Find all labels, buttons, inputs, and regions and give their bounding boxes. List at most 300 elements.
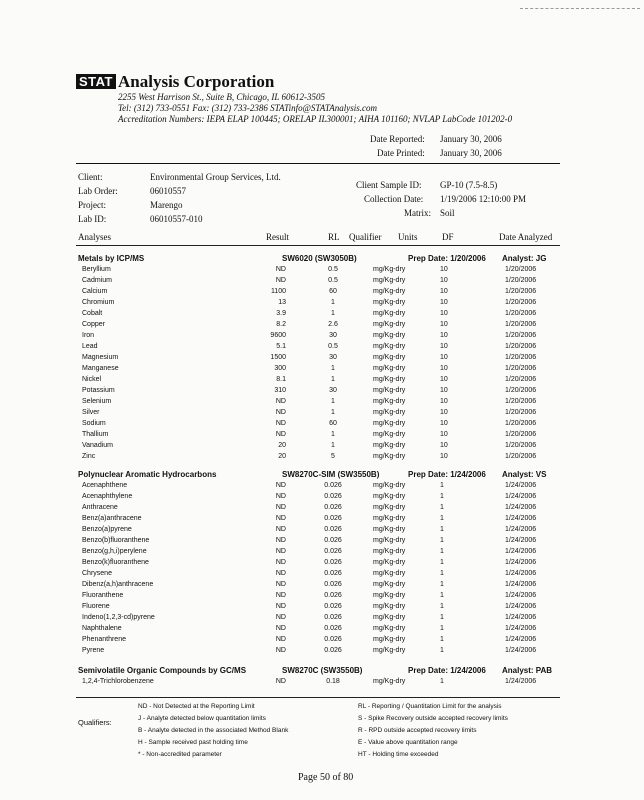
date-reported-label: Date Reported: (370, 134, 425, 144)
units: mg/Kg-dry (373, 321, 406, 328)
analyte-name: Chromium (82, 299, 115, 306)
result-value: ND (275, 515, 286, 522)
analyte-name: Benz(a)anthracene (82, 515, 142, 522)
date-analyzed: 1/24/2006 (505, 559, 537, 566)
units: mg/Kg-dry (373, 493, 406, 500)
date-analyzed: 1/20/2006 (505, 288, 537, 295)
reporting-limit: 1 (331, 431, 335, 438)
date-analyzed: 1/20/2006 (505, 442, 537, 449)
section-title: Polynuclear Aromatic Hydrocarbons (78, 470, 217, 479)
analyte-name: Acenaphthylene (82, 493, 133, 500)
analyte-name: Dibenz(a,h)anthracene (82, 581, 154, 588)
analyte-name: Anthracene (82, 504, 118, 511)
date-analyzed: 1/20/2006 (505, 365, 537, 372)
company-logo: STAT (76, 74, 116, 89)
date-analyzed: 1/24/2006 (505, 581, 537, 588)
section-title: Semivolatile Organic Compounds by GC/MS (78, 666, 247, 675)
dilution-factor: 10 (440, 299, 448, 306)
section-header-row (0, 666, 644, 677)
table-row (0, 647, 644, 658)
table-row (0, 332, 644, 343)
reporting-limit: 0.026 (324, 570, 342, 577)
date-analyzed: 1/24/2006 (505, 548, 537, 555)
analyte-name: Manganese (82, 365, 119, 372)
result-value: ND (275, 482, 286, 489)
reporting-limit: 0.026 (324, 504, 342, 511)
table-row (0, 321, 644, 332)
result-value: ND (275, 526, 286, 533)
date-analyzed: 1/24/2006 (505, 515, 537, 522)
table-row (0, 570, 644, 581)
company-address: 2255 West Harrison St., Suite B, Chicago, IL 60612-3505 (118, 92, 326, 102)
col-qualifier: Qualifier (349, 232, 382, 242)
section-prep-date: Prep Date: 1/24/2006 (408, 470, 486, 479)
dilution-factor: 1 (440, 625, 444, 632)
date-analyzed: 1/20/2006 (505, 343, 537, 350)
units: mg/Kg-dry (373, 592, 406, 599)
result-value: 13 (278, 299, 286, 306)
reporting-limit: 0.026 (324, 603, 342, 610)
result-value: ND (275, 559, 286, 566)
date-analyzed: 1/24/2006 (505, 504, 537, 511)
analyte-name: Cadmium (82, 277, 112, 284)
dilution-factor: 1 (440, 570, 444, 577)
result-value: ND (275, 409, 286, 416)
reporting-limit: 0.026 (324, 625, 342, 632)
analyte-name: Pyrene (82, 647, 105, 654)
qualifier-definition: E - Value above quantitation range (358, 739, 458, 746)
table-row (0, 365, 644, 376)
dilution-factor: 10 (440, 277, 448, 284)
table-row (0, 299, 644, 310)
analyte-name: Thallium (82, 431, 109, 438)
result-value: 310 (274, 387, 286, 394)
result-value: ND (275, 266, 286, 273)
lab-order-label: Lab Order: (78, 186, 118, 196)
date-printed-value: January 30, 2006 (440, 148, 502, 158)
units: mg/Kg-dry (373, 515, 406, 522)
date-reported-value: January 30, 2006 (440, 134, 502, 144)
analyte-name: Indeno(1,2,3-cd)pyrene (82, 614, 155, 621)
dilution-factor: 1 (440, 526, 444, 533)
analyte-name: Phenanthrene (82, 636, 126, 643)
units: mg/Kg-dry (373, 636, 406, 643)
dilution-factor: 10 (440, 431, 448, 438)
qualifier-definition: HT - Holding time exceeded (358, 751, 439, 758)
table-row (0, 288, 644, 299)
table-row (0, 678, 644, 689)
result-value: 5.1 (276, 343, 286, 350)
date-analyzed: 1/20/2006 (505, 332, 537, 339)
accreditation-numbers: Accreditation Numbers: IEPA ELAP 100445; ORELAP IL300001; AIHA 101160; NVLAP LabCode 101202-0 (118, 114, 513, 124)
reporting-limit: 1 (331, 398, 335, 405)
table-row (0, 625, 644, 636)
analyte-name: Magnesium (82, 354, 119, 361)
reporting-limit: 0.026 (324, 647, 342, 654)
date-analyzed: 1/24/2006 (505, 526, 537, 533)
result-value: ND (275, 504, 286, 511)
analyte-name: Lead (82, 343, 98, 350)
qualifier-definition: J - Analyte detected below quantitation limits (138, 715, 266, 722)
reporting-limit: 0.026 (324, 559, 342, 566)
analyte-name: Fluoranthene (82, 592, 124, 599)
section-method: SW8270C-SIM (SW3550B) (282, 470, 380, 479)
qualifier-definition: S - Spike Recovery outside accepted recovery limits (358, 715, 508, 722)
analyte-name: Beryllium (82, 266, 111, 273)
date-analyzed: 1/20/2006 (505, 299, 537, 306)
dilution-factor: 1 (440, 614, 444, 621)
project-label: Project: (78, 200, 106, 210)
units: mg/Kg-dry (373, 387, 406, 394)
dilution-factor: 1 (440, 559, 444, 566)
dilution-factor: 1 (440, 515, 444, 522)
result-value: ND (275, 548, 286, 555)
section-title: Metals by ICP/MS (78, 254, 145, 263)
result-value: ND (275, 592, 286, 599)
units: mg/Kg-dry (373, 332, 406, 339)
units: mg/Kg-dry (373, 310, 406, 317)
dilution-factor: 10 (440, 409, 448, 416)
units: mg/Kg-dry (373, 266, 406, 273)
page-number: Page 50 of 80 (298, 772, 354, 783)
client-label: Client: (78, 172, 103, 182)
units: mg/Kg-dry (373, 299, 406, 306)
dilution-factor: 10 (440, 310, 448, 317)
company-name: Analysis Corporation (118, 72, 275, 91)
table-row (0, 504, 644, 515)
reporting-limit: 0.026 (324, 482, 342, 489)
qualifier-definition: ND - Not Detected at the Reporting Limit (138, 703, 255, 710)
reporting-limit: 0.5 (328, 266, 338, 273)
units: mg/Kg-dry (373, 420, 406, 427)
dilution-factor: 1 (440, 504, 444, 511)
table-row (0, 592, 644, 603)
result-value: 300 (274, 365, 286, 372)
qualifiers-label: Qualifiers: (78, 718, 112, 727)
date-analyzed: 1/20/2006 (505, 431, 537, 438)
units: mg/Kg-dry (373, 647, 406, 654)
dilution-factor: 1 (440, 592, 444, 599)
table-row (0, 603, 644, 614)
reporting-limit: 1 (331, 442, 335, 449)
date-analyzed: 1/24/2006 (505, 625, 537, 632)
table-row (0, 526, 644, 537)
section-analyst: Analyst: PAB (502, 666, 553, 675)
qualifier-definition: B - Analyte detected in the associated Method Blank (138, 727, 289, 734)
result-value: ND (275, 636, 286, 643)
dilution-factor: 1 (440, 636, 444, 643)
dilution-factor: 1 (440, 678, 444, 685)
dilution-factor: 1 (440, 482, 444, 489)
units: mg/Kg-dry (373, 581, 406, 588)
table-row (0, 409, 644, 420)
result-value: 1500 (270, 354, 286, 361)
reporting-limit: 30 (329, 387, 337, 394)
client-sample-id-label: Client Sample ID: (356, 180, 422, 190)
analyte-name: Zinc (82, 453, 96, 460)
project-value: Marengo (150, 200, 183, 210)
result-value: ND (275, 678, 286, 685)
table-row (0, 453, 644, 464)
table-row (0, 636, 644, 647)
analyte-name: Benzo(k)fluoranthene (82, 559, 149, 566)
section-method: SW6020 (SW3050B) (282, 254, 357, 263)
table-row (0, 277, 644, 288)
result-value: ND (275, 277, 286, 284)
units: mg/Kg-dry (373, 343, 406, 350)
units: mg/Kg-dry (373, 442, 406, 449)
reporting-limit: 0.5 (328, 277, 338, 284)
section-header-row (0, 470, 644, 481)
reporting-limit: 0.026 (324, 526, 342, 533)
matrix-value: Soil (440, 208, 455, 218)
section-analyst: Analyst: JG (502, 254, 547, 263)
date-analyzed: 1/24/2006 (505, 678, 537, 685)
result-value: ND (275, 398, 286, 405)
table-row (0, 537, 644, 548)
dilution-factor: 10 (440, 321, 448, 328)
divider-top (76, 163, 560, 164)
date-analyzed: 1/24/2006 (505, 614, 537, 621)
table-row (0, 354, 644, 365)
date-analyzed: 1/20/2006 (505, 310, 537, 317)
reporting-limit: 0.026 (324, 548, 342, 555)
analyte-name: Chrysene (82, 570, 112, 577)
units: mg/Kg-dry (373, 365, 406, 372)
analyte-name: Benzo(a)pyrene (82, 526, 132, 533)
analyte-name: Acenaphthene (82, 482, 128, 489)
result-value: ND (275, 614, 286, 621)
table-row (0, 614, 644, 625)
date-analyzed: 1/20/2006 (505, 409, 537, 416)
dilution-factor: 10 (440, 398, 448, 405)
dilution-factor: 10 (440, 453, 448, 460)
divider-header (76, 245, 560, 246)
collection-date-label: Collection Date: (364, 194, 424, 204)
table-row (0, 548, 644, 559)
dilution-factor: 1 (440, 603, 444, 610)
dilution-factor: 10 (440, 354, 448, 361)
section-analyst: Analyst: VS (502, 470, 547, 479)
dilution-factor: 1 (440, 537, 444, 544)
reporting-limit: 0.026 (324, 614, 342, 621)
qualifier-definition: R - RPD outside accepted recovery limits (358, 727, 477, 734)
units: mg/Kg-dry (373, 603, 406, 610)
dilution-factor: 1 (440, 548, 444, 555)
units: mg/Kg-dry (373, 288, 406, 295)
units: mg/Kg-dry (373, 398, 406, 405)
col-df: DF (442, 232, 454, 242)
qualifier-definition: * - Non-accredited parameter (138, 751, 222, 758)
table-row (0, 515, 644, 526)
units: mg/Kg-dry (373, 537, 406, 544)
result-value: ND (275, 537, 286, 544)
reporting-limit: 0.026 (324, 515, 342, 522)
units: mg/Kg-dry (373, 453, 406, 460)
dilution-factor: 10 (440, 420, 448, 427)
date-analyzed: 1/24/2006 (505, 537, 537, 544)
dilution-factor: 10 (440, 343, 448, 350)
result-value: 20 (278, 442, 286, 449)
date-analyzed: 1/24/2006 (505, 570, 537, 577)
reporting-limit: 1 (331, 365, 335, 372)
dilution-factor: 1 (440, 493, 444, 500)
units: mg/Kg-dry (373, 482, 406, 489)
reporting-limit: 5 (331, 453, 335, 460)
table-row (0, 559, 644, 570)
analyte-name: Copper (82, 321, 105, 328)
reporting-limit: 30 (329, 332, 337, 339)
analyte-name: Vanadium (82, 442, 114, 449)
dilution-factor: 10 (440, 288, 448, 295)
col-analyses: Analyses (78, 232, 111, 242)
result-value: ND (275, 570, 286, 577)
units: mg/Kg-dry (373, 614, 406, 621)
reporting-limit: 60 (329, 420, 337, 427)
units: mg/Kg-dry (373, 504, 406, 511)
section-header-row (0, 254, 644, 265)
lab-order-value: 06010557 (150, 186, 186, 196)
units: mg/Kg-dry (373, 409, 406, 416)
date-analyzed: 1/24/2006 (505, 592, 537, 599)
table-row (0, 431, 644, 442)
company-contact: Tel: (312) 733-0551 Fax: (312) 733-2386 STATinfo@STATAnalysis.com (118, 103, 378, 113)
table-row (0, 343, 644, 354)
reporting-limit: 1 (331, 299, 335, 306)
date-analyzed: 1/20/2006 (505, 453, 537, 460)
reporting-limit: 60 (329, 288, 337, 295)
result-value: 8.2 (276, 321, 286, 328)
lab-id-label: Lab ID: (78, 214, 107, 224)
date-analyzed: 1/24/2006 (505, 647, 537, 654)
date-analyzed: 1/20/2006 (505, 387, 537, 394)
analyte-name: Benzo(b)fluoranthene (82, 537, 150, 544)
reporting-limit: 0.026 (324, 537, 342, 544)
date-analyzed: 1/20/2006 (505, 420, 537, 427)
qualifier-definition: H - Sample received past holding time (138, 739, 248, 746)
table-row (0, 493, 644, 504)
table-row (0, 420, 644, 431)
date-printed-label: Date Printed: (377, 148, 425, 158)
date-analyzed: 1/20/2006 (505, 398, 537, 405)
lab-id-value: 06010557-010 (150, 214, 203, 224)
section-prep-date: Prep Date: 1/24/2006 (408, 666, 486, 675)
col-date-analyzed: Date Analyzed (499, 232, 553, 242)
analyte-name: Iron (82, 332, 95, 339)
section-method: SW8270C (SW3550B) (282, 666, 363, 675)
reporting-limit: 0.026 (324, 636, 342, 643)
analyte-name: Potassium (82, 387, 115, 394)
col-result: Result (266, 232, 290, 242)
result-value: ND (275, 420, 286, 427)
units: mg/Kg-dry (373, 431, 406, 438)
units: mg/Kg-dry (373, 354, 406, 361)
analyte-name: Silver (82, 409, 100, 416)
col-units: Units (398, 232, 418, 242)
analyte-name: Benzo(g,h,i)perylene (82, 548, 147, 555)
date-analyzed: 1/24/2006 (505, 603, 537, 610)
date-analyzed: 1/24/2006 (505, 636, 537, 643)
result-value: 8.1 (276, 376, 286, 383)
col-rl: RL (328, 232, 340, 242)
table-row (0, 376, 644, 387)
table-row (0, 482, 644, 493)
dilution-factor: 10 (440, 376, 448, 383)
table-row (0, 387, 644, 398)
result-value: 3.9 (276, 310, 286, 317)
table-row (0, 581, 644, 592)
date-analyzed: 1/20/2006 (505, 354, 537, 361)
dilution-factor: 10 (440, 442, 448, 449)
result-value: ND (275, 647, 286, 654)
result-value: ND (275, 431, 286, 438)
dilution-factor: 1 (440, 647, 444, 654)
reporting-limit: 0.5 (328, 343, 338, 350)
divider-legend (76, 697, 560, 698)
table-row (0, 398, 644, 409)
analyte-name: Nickel (82, 376, 102, 383)
analyte-name: Sodium (82, 420, 106, 427)
client-value: Environmental Group Services, Ltd. (150, 172, 281, 182)
reporting-limit: 2.6 (328, 321, 338, 328)
units: mg/Kg-dry (373, 559, 406, 566)
units: mg/Kg-dry (373, 548, 406, 555)
units: mg/Kg-dry (373, 625, 406, 632)
reporting-limit: 0.026 (324, 581, 342, 588)
analyte-name: Fluorene (82, 603, 110, 610)
analyte-name: Cobalt (82, 310, 103, 317)
table-row (0, 266, 644, 277)
date-analyzed: 1/24/2006 (505, 493, 537, 500)
section-prep-date: Prep Date: 1/20/2006 (408, 254, 486, 263)
date-analyzed: 1/20/2006 (505, 277, 537, 284)
date-analyzed: 1/20/2006 (505, 321, 537, 328)
result-value: 9600 (270, 332, 286, 339)
matrix-label: Matrix: (404, 208, 431, 218)
table-row (0, 310, 644, 321)
collection-date-value: 1/19/2006 12:10:00 PM (440, 194, 527, 204)
result-value: 20 (278, 453, 286, 460)
date-analyzed: 1/24/2006 (505, 482, 537, 489)
dilution-factor: 10 (440, 365, 448, 372)
result-value: ND (275, 625, 286, 632)
qualifier-definition: RL - Reporting / Quantitation Limit for the analysis (358, 703, 502, 710)
units: mg/Kg-dry (373, 678, 406, 685)
units: mg/Kg-dry (373, 526, 406, 533)
result-value: ND (275, 493, 286, 500)
units: mg/Kg-dry (373, 376, 406, 383)
client-sample-id-value: GP-10 (7.5-8.5) (440, 180, 498, 190)
reporting-limit: 0.026 (324, 592, 342, 599)
reporting-limit: 30 (329, 354, 337, 361)
dilution-factor: 1 (440, 581, 444, 588)
reporting-limit: 1 (331, 409, 335, 416)
reporting-limit: 1 (331, 376, 335, 383)
dilution-factor: 10 (440, 266, 448, 273)
table-row (0, 442, 644, 453)
analyte-name: 1,2,4-Trichlorobenzene (82, 678, 154, 685)
analyte-name: Naphthalene (82, 625, 122, 632)
result-value: ND (275, 603, 286, 610)
reporting-limit: 0.026 (324, 493, 342, 500)
units: mg/Kg-dry (373, 570, 406, 577)
analyte-name: Selenium (82, 398, 112, 405)
dilution-factor: 10 (440, 332, 448, 339)
top-edge-mark (520, 8, 640, 9)
reporting-limit: 1 (331, 310, 335, 317)
result-value: ND (275, 581, 286, 588)
reporting-limit: 0.18 (326, 678, 340, 685)
